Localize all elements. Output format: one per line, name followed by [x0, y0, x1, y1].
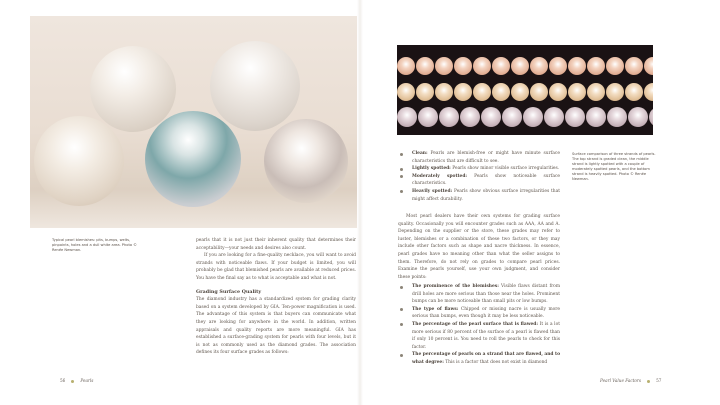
evaluation-points-list — [398, 283, 560, 367]
pearl-image — [34, 116, 124, 206]
pearl-strand-lightly-spotted — [397, 83, 653, 103]
list-item: Clean: Pearls are blemish-free or might have minute surface characteristics that are difficult to see. — [398, 150, 560, 165]
list-item: The prominence of the blemishes: Visible flaws distant from drill holes are more serious than those near the holes. Prominent bumps can be more noticeable than small pits or low bumps. — [398, 283, 560, 306]
pearl-image — [264, 119, 348, 203]
pearl-image — [145, 111, 241, 207]
page-folio — [600, 378, 661, 383]
surface-grades-list — [398, 150, 560, 203]
page-number: 56 — [60, 378, 66, 383]
pearl-image — [210, 41, 300, 131]
page-folio — [60, 378, 93, 383]
paragraph: pearls that it is not just their inherent quality that determines their acceptability—your needs and desires also count. — [196, 238, 356, 251]
list-item: The type of flaws: Chipped or missing nacre is usually more serious than bumps, even though it may be less noticeable. — [398, 306, 560, 321]
pearl-strand-clean — [397, 57, 653, 77]
paragraph: The diamond industry has a standardized system for grading clarity based on a system developed by GIA. Ten-power magnification is used. The advantage of this system is that buyers can communicate what they are looking for anywhere in the world. In addition, written appraisals and quality reports are more meaningful. GIA has established a surface-grading system for pearls with four levels, but it is not as commonly used as the diamond grades. The association defines its four surface grades as follows: — [196, 297, 356, 356]
list-item: Moderately spotted: Pearls show noticeable surface characteristics. — [398, 173, 560, 188]
pearl-image — [90, 46, 176, 132]
section-heading: Grading Surface Quality — [196, 288, 262, 295]
list-item: Lightly spotted: Pearls show minor visible surface irregularities. — [398, 165, 560, 173]
pearl-strands-photo — [397, 45, 653, 135]
list-item: Heavily spotted: Pearls show obvious surface irregularities that might affect durability. — [398, 188, 560, 203]
body-text — [196, 237, 356, 357]
bullet-dot-icon — [71, 380, 74, 383]
list-item: The percentage of pearls on a strand that are flawed, and to what degree: This is a factor that does not exist in diamond — [398, 351, 560, 366]
bullet-dot-icon — [647, 380, 650, 383]
body-text — [398, 213, 560, 281]
right-page — [360, 0, 720, 405]
pearl-strand-heavily-spotted — [397, 107, 653, 127]
list-item: The percentage of the pearl surface that is flawed: It is a lot more serious if 80 percent of the surface of a pearl is flawed than if only 10 percent is. You need to roll the pearls to check for this factor. — [398, 321, 560, 351]
paragraph: Most pearl dealers have their own systems for grading surface quality. Occasionally you will encounter grades such as AAA, AA and A. Depending on the supplier or the store, these grades may refer to luster, blemishes or a combination of these two factors, or they may include other factors such as shape and nacre thickness. In essence, pearl grades have no meaning other than what the seller assigns to them. Therefore, do not rely on grades to compare pearl prices. Examine the pearls yourself, use your own judgment, and consider these points: — [398, 214, 560, 280]
paragraph: If you are looking for a fine-quality necklace, you will want to avoid strands with noticeable flaws. If your budget is limited, you will probably be glad that blemished pearls are available at reduced prices. You have the final say as to what is acceptable and what is not. — [196, 253, 356, 281]
photo-caption: Surface comparison of three strands of pearls. The top strand is graded clean, the middle strand is lightly spotted with a couple of moderately spotted pearls, and the bottom strand is heavily spotted. Photo © Renée Newman. — [572, 152, 656, 181]
photo-caption: Typical pearl blemishes: pits, bumps, welts, pinpoints, holes and a dull white area. Photo © Renée Newman. — [52, 238, 137, 252]
page-number: 57 — [656, 378, 662, 383]
running-head: Pearls — [80, 378, 94, 383]
blemished-pearls-photo — [30, 16, 360, 228]
running-head: Pearl Value Factors — [600, 378, 642, 383]
